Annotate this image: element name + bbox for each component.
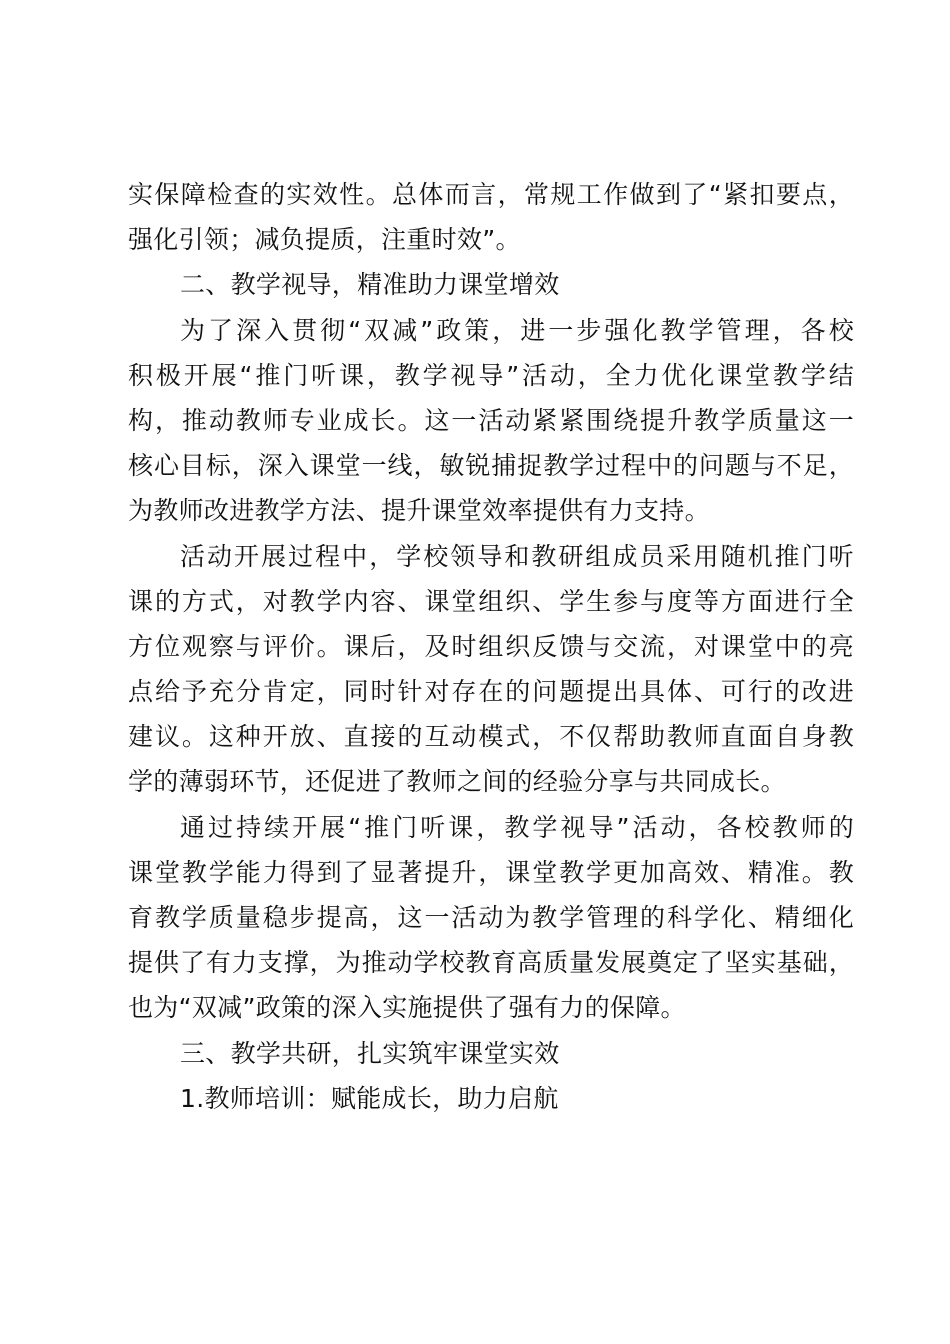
paragraph-line: 实保障检查的实效性。总体而言，常规工作做到了“紧扣要点， bbox=[128, 180, 854, 209]
subsection-heading: 1.教师培训：赋能成长，助力启航 bbox=[180, 1083, 559, 1113]
paragraph-line: 核心目标，深入课堂一线，敏锐捕捉教学过程中的问题与不足， bbox=[128, 451, 854, 481]
paragraph-line: 点给予充分肯定，同时针对存在的问题提出具体、可行的改进 bbox=[128, 677, 854, 707]
paragraph-line: 课的方式，对教学内容、课堂组织、学生参与度等方面进行全 bbox=[128, 586, 854, 616]
paragraph-line: 育教学质量稳步提高，这一活动为教学管理的科学化、精细化 bbox=[128, 903, 854, 932]
paragraph-line: 构，推动教师专业成长。这一活动紧紧围绕提升教学质量这一 bbox=[128, 405, 854, 435]
section-heading: 三、教学共研，扎实筑牢课堂实效 bbox=[180, 1038, 560, 1068]
document-body bbox=[128, 172, 854, 1121]
paragraph-line: 为了深入贯彻“双减”政策，进一步强化教学管理，各校 bbox=[180, 315, 854, 345]
paragraph-line: 强化引领；减负提质，注重时效”。 bbox=[128, 225, 521, 255]
section-heading: 二、教学视导，精准助力课堂增效 bbox=[180, 270, 560, 300]
paragraph-line: 提供了有力支撑，为推动学校教育高质量发展奠定了坚实基础， bbox=[128, 948, 854, 978]
paragraph-line: 方位观察与评价。课后，及时组织反馈与交流，对课堂中的亮 bbox=[128, 631, 854, 661]
paragraph-line: 学的薄弱环节，还促进了教师之间的经验分享与共同成长。 bbox=[128, 767, 786, 797]
paragraph-line: 课堂教学能力得到了显著提升，课堂教学更加高效、精准。教 bbox=[128, 857, 854, 887]
paragraph-line: 也为“双减”政策的深入实施提供了强有力的保障。 bbox=[128, 993, 686, 1023]
paragraph-line: 为教师改进教学方法、提升课堂效率提供有力支持。 bbox=[128, 496, 710, 526]
paragraph-line: 积极开展“推门听课，教学视导”活动，全力优化课堂教学结 bbox=[128, 360, 854, 390]
paragraph-line: 活动开展过程中，学校领导和教研组成员采用随机推门听 bbox=[180, 541, 854, 571]
paragraph-line: 建议。这种开放、直接的互动模式，不仅帮助教师直面自身教 bbox=[128, 722, 854, 752]
paragraph-line: 通过持续开展“推门听课，教学视导”活动，各校教师的 bbox=[180, 812, 854, 842]
